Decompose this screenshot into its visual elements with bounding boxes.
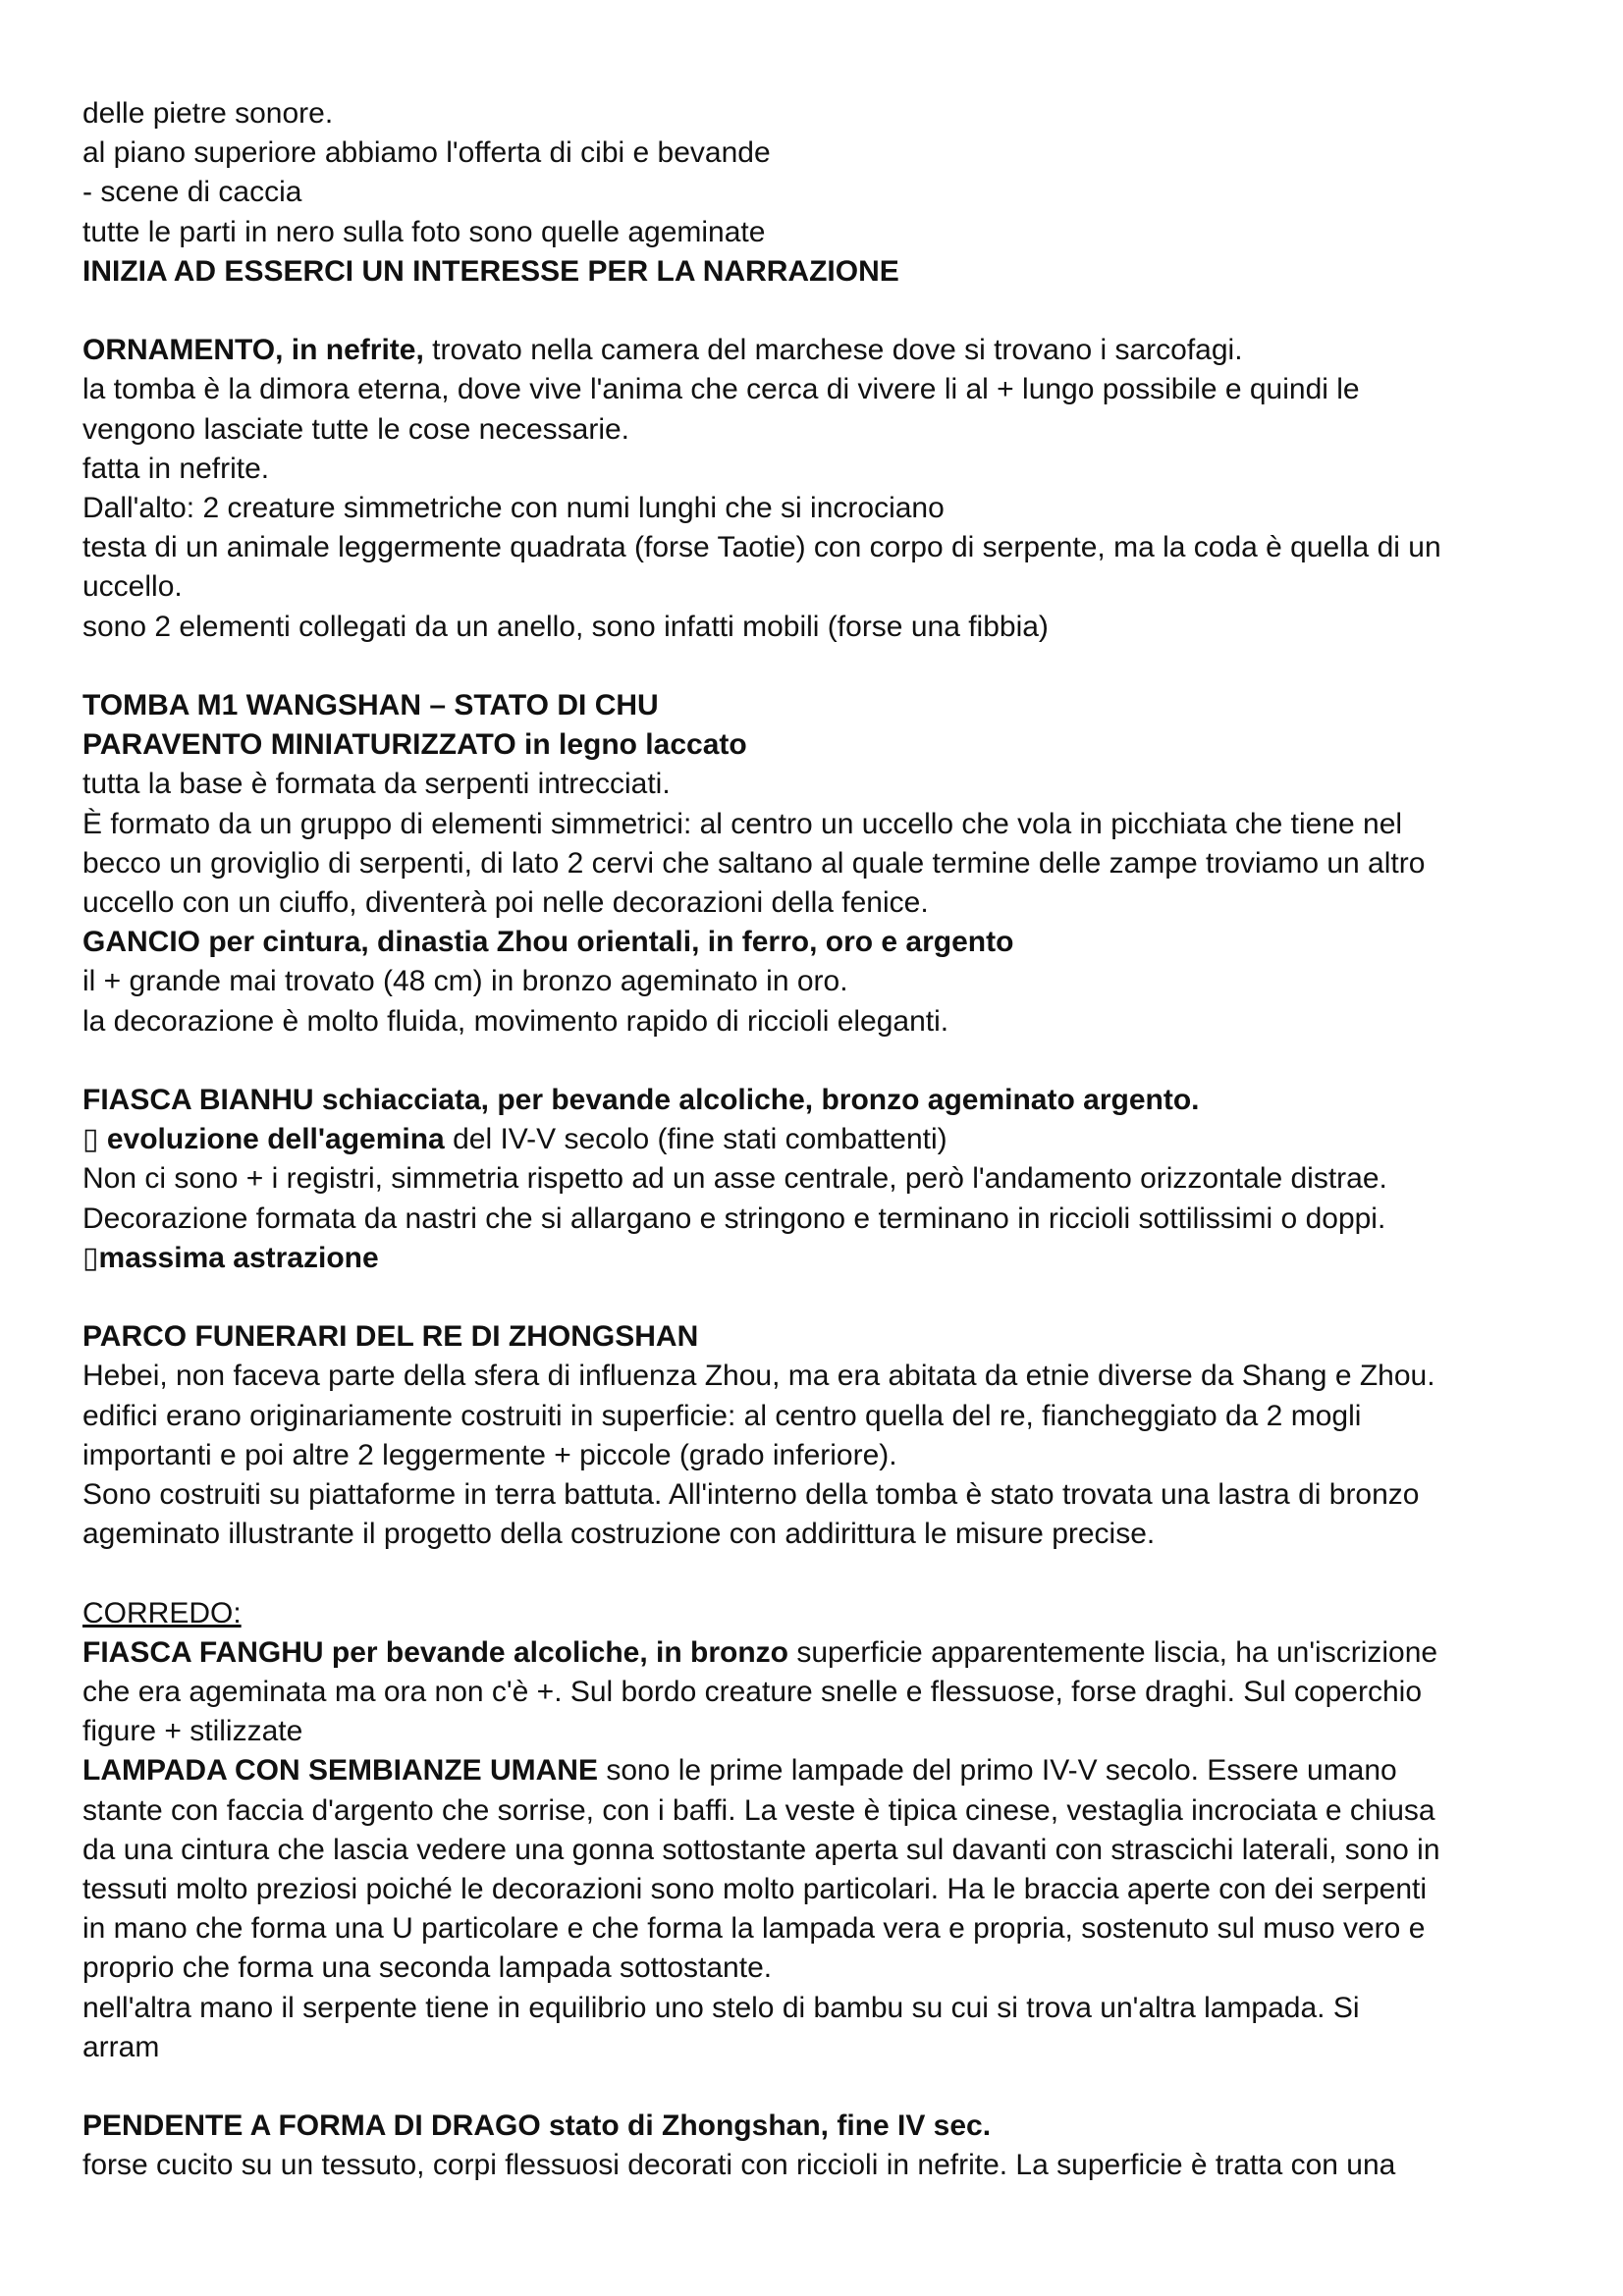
body-text: la decorazione è molto fluida, movimento rapido di riccioli eleganti. (82, 1004, 949, 1038)
text-line (82, 1317, 1555, 1357)
blank-line (82, 1041, 1555, 1081)
body-text: arram (82, 2030, 160, 2063)
text-line (82, 2107, 1555, 2146)
text-line (82, 1909, 1555, 1949)
text-line (82, 805, 1555, 844)
body-text: - scene di caccia (82, 176, 302, 209)
blank-line (82, 2067, 1555, 2107)
body-text: che era ageminata ma ora non c'è +. Sul bordo creature snelle e flessuose, forse draghi. Sul coperchio (82, 1676, 1423, 1709)
text-line (82, 1949, 1555, 1988)
text-line (82, 1673, 1555, 1712)
body-text: edifici erano originariamente costruiti in superficie: al centro quella del re, fiancheggiato da 2 mogli (82, 1399, 1362, 1432)
text-line (82, 923, 1555, 962)
text-line (82, 1002, 1555, 1041)
text-line (82, 1594, 1555, 1633)
body-text: sono 2 elementi collegati da un anello, sono infatti mobili (forse una fibbia) (82, 610, 1049, 643)
text-line (82, 1239, 1555, 1278)
text-line (82, 1712, 1555, 1751)
body-text: Dall'alto: 2 creature simmetriche con numi lunghi che si incrociano (82, 492, 945, 525)
body-text: trovato nella camera del marchese dove si trovano i sarcofagi. (432, 334, 1243, 367)
document-page (82, 94, 1555, 2186)
body-text: nell'altra mano il serpente tiene in equilibrio uno stelo di bambu su cui si trova un'altra lampada. Si (82, 1991, 1360, 2024)
text-line (82, 2028, 1555, 2067)
body-text: vengono lasciate tutte le cose necessarie. (82, 412, 630, 446)
bold-text: PENDENTE A FORMA DI DRAGO stato di Zhongshan, fine IV sec. (82, 2109, 992, 2143)
body-text: uccello. (82, 570, 183, 604)
bold-text: TOMBA M1 WANGSHAN – STATO DI CHU (82, 689, 659, 722)
body-text: fatta in nefrite. (82, 452, 270, 485)
body-text: ageminato illustrante il progetto della costruzione con addirittura le misure precise. (82, 1518, 1156, 1551)
bold-text: evoluzione dell'agemina (106, 1123, 445, 1156)
blank-line (82, 1554, 1555, 1593)
body-text: del IV-V secolo (fine stati combattenti) (444, 1123, 947, 1156)
text-line (82, 844, 1555, 883)
blank-line (82, 292, 1555, 331)
text-line (82, 1831, 1555, 1870)
text-line (82, 962, 1555, 1001)
body-text: Non ci sono + i registri, simmetria rispetto ad un asse centrale, però l'andamento orizzontale distrae. (82, 1162, 1387, 1196)
text-line (82, 133, 1555, 173)
text-line (82, 1515, 1555, 1554)
text-line (82, 1870, 1555, 1909)
body-text: figure + stilizzate (82, 1715, 303, 1748)
text-line (82, 1475, 1555, 1515)
body-text: testa di un animale leggermente quadrata (forse Taotie) con corpo di serpente, ma la coda è quella di un (82, 531, 1441, 564)
bold-text: GANCIO per cintura, dinastia Zhou orientali, in ferro, oro e argento (82, 926, 1014, 959)
body-text: delle pietre sonore. (82, 97, 334, 130)
body-text: la tomba è la dimora eterna, dove vive l'anima che cerca di vivere li al + lungo possibile e quindi le (82, 373, 1360, 406)
bold-text: INIZIA AD ESSERCI UN INTERESSE PER LA NARRAZIONE (82, 254, 899, 288)
text-line (82, 252, 1555, 292)
bold-text: PARCO FUNERARI DEL RE DI ZHONGSHAN (82, 1320, 699, 1354)
bold-text: LAMPADA CON SEMBIANZE UMANE (82, 1754, 598, 1788)
text-line (82, 1081, 1555, 1120)
text-line (82, 1436, 1555, 1475)
bold-text: FIASCA BIANHU schiacciata, per bevande alcoliche, bronzo ageminato argento. (82, 1084, 1200, 1117)
text-line (82, 686, 1555, 725)
text-line (82, 489, 1555, 528)
text-line (82, 173, 1555, 212)
body-text: È formato da un gruppo di elementi simmetrici: al centro un uccello che vola in picchiata che tiene nel (82, 807, 1403, 840)
text-line (82, 1200, 1555, 1239)
text-line (82, 1397, 1555, 1436)
bold-text: FIASCA FANGHU per bevande alcoliche, in bronzo (82, 1635, 788, 1669)
body-text: proprio che forma una seconda lampada sottostante. (82, 1951, 773, 1985)
body-text: in mano che forma una U particolare e che forma la lampada vera e propria, sostenuto sul muso vero e (82, 1912, 1426, 1946)
body-text: Decorazione formata da nastri che si allargano e stringono e terminano in riccioli sottilissimi o doppi. (82, 1201, 1386, 1235)
text-line (82, 567, 1555, 607)
blank-line (82, 1278, 1555, 1317)
body-text: becco un groviglio di serpenti, di lato 2 cervi che saltano al quale termine delle zampe troviamo un altro (82, 846, 1426, 880)
body-text: da una cintura che lascia vedere una gonna sottostante aperta sul davanti con strascichi laterali, sono in (82, 1833, 1440, 1866)
text-line (82, 528, 1555, 567)
body-text: Hebei, non faceva parte della sfera di influenza Zhou, ma era abitata da etnie diverse da Shang e Zhou. (82, 1360, 1435, 1393)
body-text: stante con faccia d'argento che sorrise, con i baffi. La veste è tipica cinese, vestaglia incrociata e chiusa (82, 1793, 1435, 1827)
blank-line (82, 647, 1555, 686)
text-line (82, 725, 1555, 765)
text-line (82, 94, 1555, 133)
body-text: sono le prime lampade del primo IV-V secolo. Essere umano (598, 1754, 1397, 1788)
body-text: tessuti molto preziosi poiché le decorazioni sono molto particolari. Ha le braccia aperte con dei serpenti (82, 1873, 1428, 1906)
body-text: uccello con un ciuffo, diventerà poi nelle decorazioni della fenice. (82, 886, 929, 920)
body-text: tutta la base è formata da serpenti intrecciati. (82, 768, 671, 801)
body-text: superficie apparentemente liscia, ha un'iscrizione (788, 1635, 1438, 1669)
body-text: forse cucito su un tessuto, corpi flessuosi decorati con riccioli in nefrite. La superficie è tratta con una (82, 2149, 1396, 2182)
body-text: Sono costruiti su piattaforme in terra battuta. All'interno della tomba è stato trovata una lastra di bronzo (82, 1478, 1420, 1512)
body-text: il + grande mai trovato (48 cm) in bronzo ageminato in oro. (82, 965, 848, 998)
text-line (82, 1751, 1555, 1790)
body-text: al piano superiore abbiamo l'offerta di cibi e bevande (82, 136, 771, 170)
text-line (82, 1159, 1555, 1199)
text-line (82, 450, 1555, 489)
body-text: ▯ (82, 1241, 99, 1274)
body-text: tutte le parti in nero sulla foto sono quelle ageminate (82, 215, 766, 248)
text-line (82, 608, 1555, 647)
text-line (82, 883, 1555, 923)
text-line (82, 2146, 1555, 2185)
text-line (82, 410, 1555, 450)
text-line (82, 1791, 1555, 1831)
body-text: importanti e poi altre 2 leggermente + piccole (grado inferiore). (82, 1438, 897, 1471)
bold-text: massima astrazione (98, 1241, 379, 1274)
text-line (82, 370, 1555, 409)
bold-text: PARAVENTO MINIATURIZZATO in legno laccato (82, 728, 747, 762)
underlined-text: CORREDO: (82, 1596, 242, 1629)
text-line (82, 213, 1555, 252)
text-line (82, 1633, 1555, 1673)
bold-text: ORNAMENTO, in nefrite, (82, 334, 433, 367)
body-text: ▯ (82, 1123, 107, 1156)
text-line (82, 765, 1555, 804)
text-line (82, 1357, 1555, 1396)
text-line (82, 331, 1555, 370)
text-line (82, 1989, 1555, 2028)
text-line (82, 1120, 1555, 1159)
